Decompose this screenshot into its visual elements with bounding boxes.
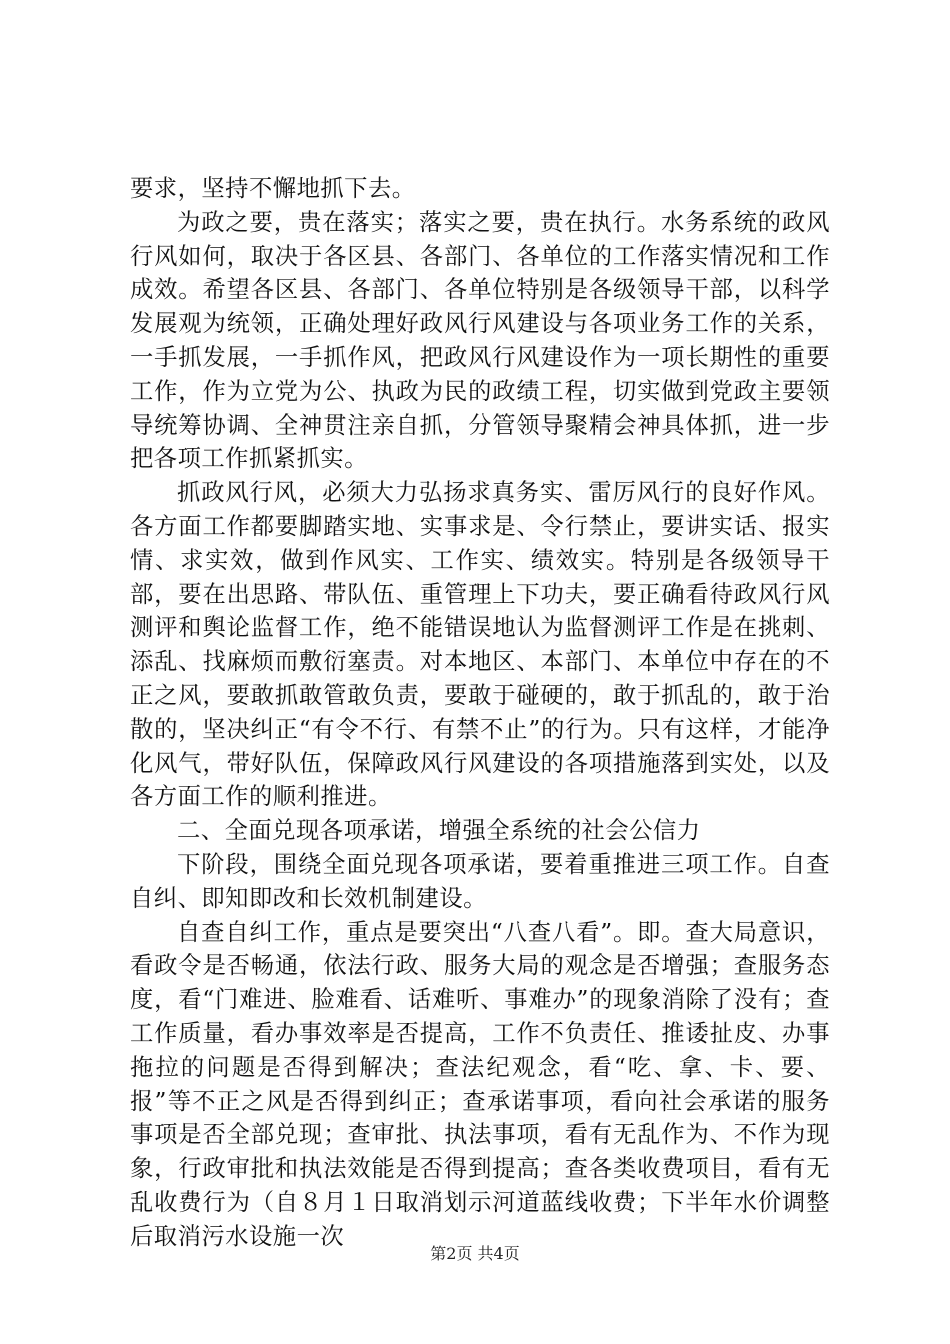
paragraph-4: 下阶段，围绕全面兑现各项承诺，要着重推进三项工作。自查自纠、即知即改和长效机制建设。 bbox=[130, 850, 830, 912]
body-text bbox=[130, 172, 830, 1254]
paragraph-2: 为政之要，贵在落实；落实之要，贵在执行。水务系统的政风行风如何，取决于各区县、各部门、各单位的工作落实情况和工作成效。希望各区县、各部门、各单位特别是各级领导干部，以科学发展观为统领，正确处理好政风行风建设与各项业务工作的关系，一手抓发展，一手抓作风，把政风行风建设作为一项长期性的重要工作，作为立党为公、执政为民的政绩工程，切实做到党政主要领导统筹协调、全神贯注亲自抓，分管领导聚精会神具体抓，进一步把各项工作抓紧抓实。 bbox=[130, 208, 830, 473]
section-heading: 二、全面兑现各项承诺，增强全系统的社会公信力 bbox=[177, 817, 701, 845]
paragraph-5: 自查自纠工作，重点是要突出“八查八看”。即。查大局意识，看政令是否畅通，依法行政、服务大局的观念是否增强；查服务态度，看“门难进、脸难看、话难听、事难办”的现象消除了没有；查工作质量，看办事效率是否提高，工作不负责任、推诿扯皮、办事拖拉的问题是否得到解决；查法纪观念，看“吃、拿、卡、要、报”等不正之风是否得到纠正；查承诺事项，看向社会承诺的服务事项是否全部兑现；查审批、执法事项，看有无乱作为、不作为现象，行政审批和执法效能是否得到提高；查各类收费项目，看有无乱收费行为（自８月１日取消划示河道蓝线收费；下半年水价调整后取消污水设施一次 bbox=[130, 918, 830, 1250]
paragraph-1: 要求，坚持不懈地抓下去。 bbox=[130, 175, 416, 202]
page-footer: 第2页 共4页 bbox=[430, 1244, 520, 1263]
paragraph-3: 抓政风行风，必须大力弘扬求真务实、雷厉风行的良好作风。各方面工作都要脚踏实地、实事求是、令行禁止，要讲实话、报实情、求实效，做到作风实、工作实、绩效实。特别是各级领导干部，要在出思路、带队伍、重管理上下功夫，要正确看待政风行风测评和舆论监督工作，绝不能错误地认为监督测评工作是在挑刺、添乱、找麻烦而敷衍塞责。对本地区、本部门、本单位中存在的不正之风，要敢抓敢管敢负责，要敢于碰硬的，敢于抓乱的，敢于治散的，坚决纠正“有令不行、有禁不止”的行为。只有这样，才能净化风气，带好队伍，保障政风行风建设的各项措施落到实处，以及各方面工作的顺利推进。 bbox=[130, 479, 830, 811]
